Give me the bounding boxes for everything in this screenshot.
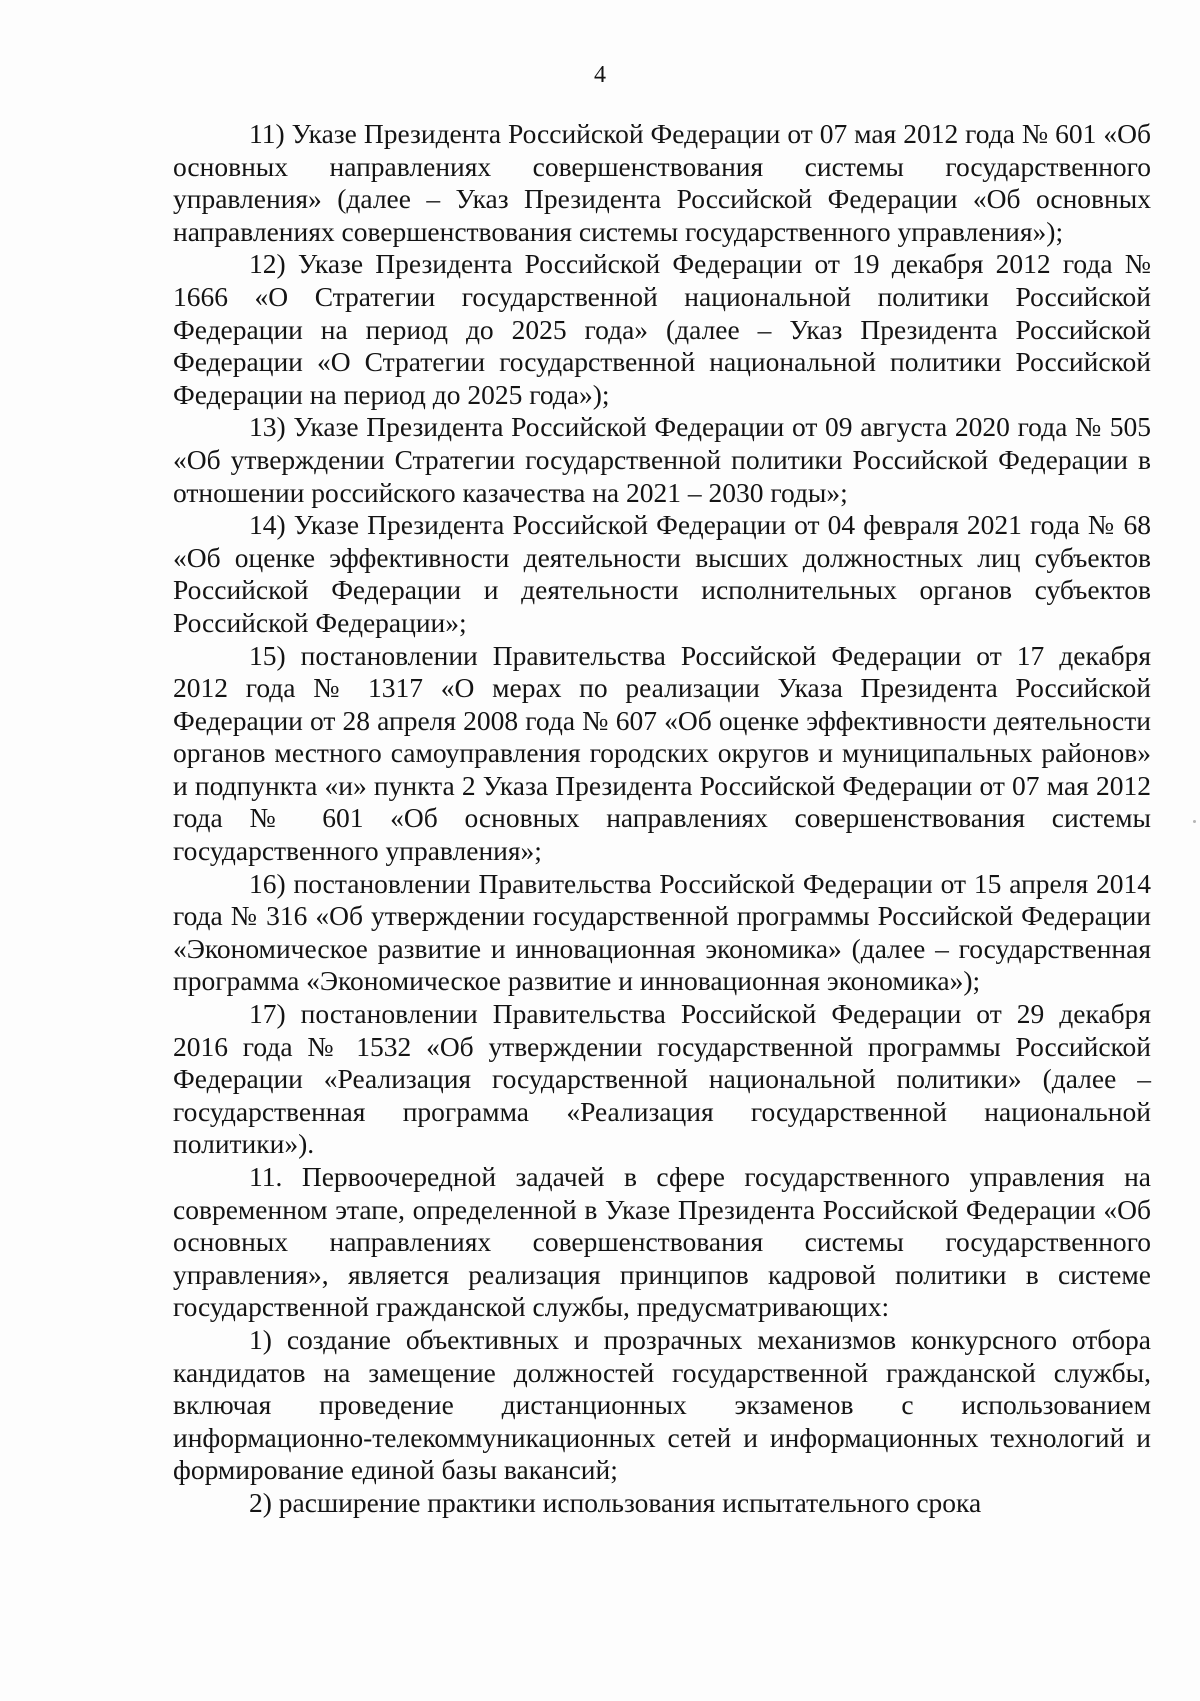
page-number: 4 <box>594 62 606 88</box>
list-item-15-resolution-1317: 15) постановлении Правительства Российской Федерации от 17 декабря 2012 года № 1317 «О мерах по реализации Указа Президента Российской Федерации от 28 апреля 2008 года № 607 «Об оценке эффективности деятельности органов местного самоуправления городских округов и муниципальных районов» и подпункта «и» пункта 2 Указа Президента Российской Федерации от 07 мая 2012 года № 601 «Об основных направлениях совершенствования системы государственного управления»; <box>173 639 1151 867</box>
list-item-17-resolution-1532: 17) постановлении Правительства Российской Федерации от 29 декабря 2016 года № 1532 «Об утверждении государственной программы Российской Федерации «Реализация государственной национальной политики» (далее – государственная программа «Реализация государственной национальной политики»). <box>173 998 1151 1160</box>
list-item-16-resolution-316: 16) постановлении Правительства Российской Федерации от 15 апреля 2014 года № 316 «Об утверждении государственной программы Российской Федерации «Экономическое развитие и инновационная экономика» (далее – государственная программа «Экономическое развитие и инновационная экономика»); <box>173 867 1151 997</box>
list-item-13-decree-505: 13) Указе Президента Российской Федерации от 09 августа 2020 года № 505 «Об утверждении Стратегии государственной политики Российской Федерации в отношении российского казачества на 2021 – 2030 годы»; <box>173 411 1151 508</box>
list-item-11-decree-601: 11) Указе Президента Российской Федерации от 07 мая 2012 года № 601 «Об основных направлениях совершенствования системы государственного управления» (далее – Указ Президента Российской Федерации «Об основных направлениях совершенствования системы государственного управления»); <box>173 118 1151 247</box>
document-body <box>173 118 1151 1520</box>
section-11-paragraph: 11. Первоочередной задачей в сфере государственного управления на современном этапе, определенной в Указе Президента Российской Федерации «Об основных направлениях совершенствования системы государственного управления», является реализация принципов кадровой политики в системе государственной гражданской службы, предусматривающих: <box>173 1161 1151 1323</box>
principle-item-2: 2) расширение практики использования испытательного срока <box>249 1486 982 1518</box>
list-item-12-decree-1666: 12) Указе Президента Российской Федерации от 19 декабря 2012 года № 1666 «О Стратегии государственной национальной политики Российской Федерации на период до 2025 года» (далее – Указ Президента Российской Федерации «О Стратегии государственной национальной политики Российской Федерации на период до 2025 года»); <box>173 248 1151 410</box>
list-item-14-decree-68: 14) Указе Президента Российской Федерации от 04 февраля 2021 года № 68 «Об оценке эффективности деятельности высших должностных лиц субъектов Российской Федерации и деятельности исполнительных органов субъектов Российской Федерации»; <box>173 509 1151 638</box>
scan-artifact <box>1193 820 1196 823</box>
principle-item-1: 1) создание объективных и прозрачных механизмов конкурсного отбора кандидатов на замещение должностей государственной гражданской службы, включая проведение дистанционных экзаменов с использованием информационно-телекоммуникационных сетей и информационных технологий и формирование единой базы вакансий; <box>173 1323 1151 1486</box>
